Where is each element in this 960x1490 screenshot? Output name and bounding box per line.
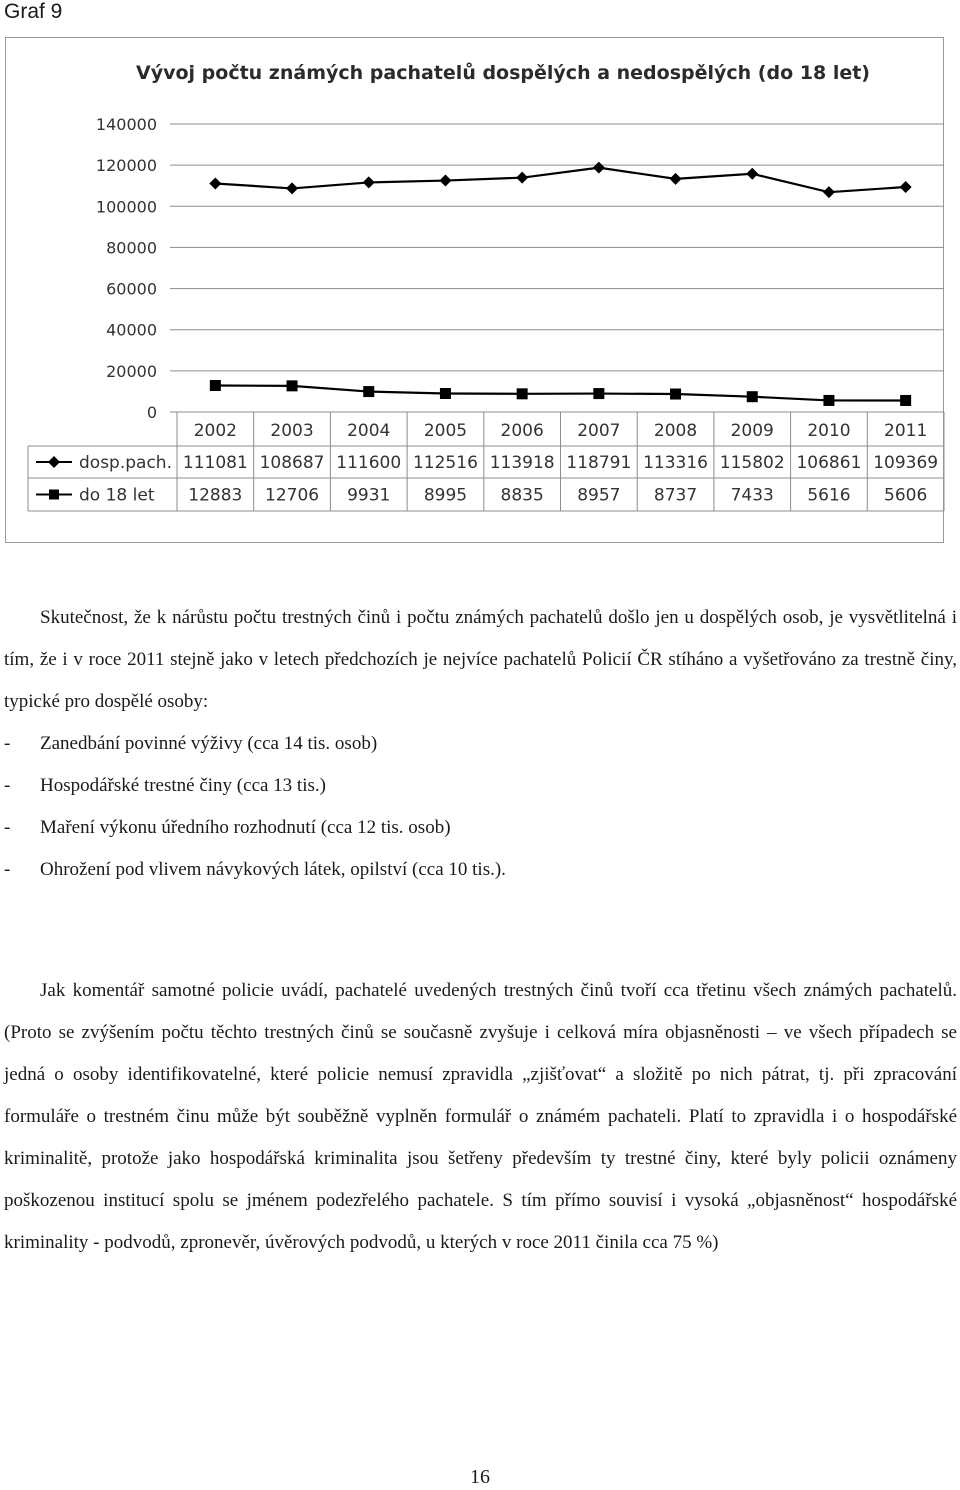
table-value: 108687 <box>259 453 325 473</box>
data-point-diamond <box>516 172 528 184</box>
data-point-square <box>440 388 451 399</box>
paragraph-intro: Skutečnost, že k nárůstu počtu trestných činů i počtu známých pachatelů došlo jen u dospělých osob, je vysvětlitelná i tím, že i v roce 2011 stejně jako v letech předchozích je nejvíce pachatelů Policií ČR stíháno a vyšetřováno za trestně činy, typické pro dospělé osoby: <box>4 607 957 712</box>
y-tick-label: 100000 <box>95 197 157 217</box>
paragraph-commentary: Jak komentář samotné policie uvádí, pachatelé uvedených trestných činů tvoří cca třetinu všech známých pachatelů. (Proto se zvýšením počtu těchto trestných činů se současně zvyšuje i celková míra objasněnosti – ve všech případech se jedná o osoby identifikovatelné, které policie nemusí zpravidla „zjišťovat“ a složitě po nich pátrat, tj. při zpracování formuláře o trestném činu může být souběžně vyplněn formulář o známém pachateli. Platí to zpravidla i o hospodářské kriminalitě, protože jako hospodářská kriminalita jsou šetřeny především ty trestné činy, které byly policii oznámeny poškozenou institucí spolu se jménem podezřelého pachatele. S tím přímo souvisí i vysoká „objasněnost“ hospodářské kriminality - podvodů, zpronevěr, úvěrových podvodů, u kterých v roce 2011 činila cca 75 %) <box>4 980 957 1253</box>
y-tick-label: 140000 <box>95 115 157 134</box>
x-category-label: 2005 <box>423 421 468 441</box>
table-value: 8957 <box>577 485 621 506</box>
table-value: 115802 <box>719 453 785 473</box>
table-value: 113918 <box>489 453 555 473</box>
crime-list <box>4 723 957 891</box>
y-tick-label: 20000 <box>106 361 157 381</box>
data-point-diamond <box>900 181 912 193</box>
data-point-diamond <box>363 176 375 188</box>
x-category-label: 2007 <box>577 421 621 441</box>
table-value: 12706 <box>265 485 320 506</box>
data-point-diamond <box>439 175 451 187</box>
table-value: 109369 <box>873 453 939 473</box>
body-text-top <box>4 597 957 891</box>
data-point-square <box>363 386 374 397</box>
list-item <box>4 849 957 891</box>
x-category-label: 2011 <box>884 421 928 441</box>
list-item <box>4 807 957 849</box>
y-tick-label: 80000 <box>106 238 157 258</box>
data-point-square <box>747 391 758 402</box>
chart-title: Vývoj počtu známých pachatelů dospělých a nedospělých (do 18 let) <box>136 62 870 84</box>
list-dash: - <box>4 733 11 754</box>
x-category-label: 2009 <box>730 421 774 441</box>
table-value: 8737 <box>653 485 698 506</box>
x-category-label: 2006 <box>500 421 544 441</box>
series-line <box>215 385 905 400</box>
series-line <box>215 168 905 193</box>
list-item-text: Zanedbání povinné výživy (cca 14 tis. osob) <box>40 733 378 754</box>
data-point-square <box>900 395 911 406</box>
data-point-square <box>210 380 221 391</box>
table-value: 8995 <box>423 485 468 506</box>
list-dash: - <box>4 859 11 880</box>
body-text-bottom <box>4 970 957 1264</box>
data-point-diamond <box>209 177 221 189</box>
table-value: 5616 <box>807 485 851 506</box>
data-point-diamond <box>286 182 298 194</box>
data-point-square <box>823 395 834 406</box>
list-item <box>4 765 957 807</box>
table-value: 112516 <box>412 453 478 473</box>
y-tick-label: 60000 <box>106 279 157 299</box>
x-category-label: 2008 <box>653 421 698 441</box>
line-chart <box>0 0 960 545</box>
y-tick-label: 120000 <box>95 156 157 176</box>
table-value: 118791 <box>566 453 632 473</box>
list-item <box>4 723 957 765</box>
data-point-square <box>287 380 298 391</box>
data-point-square <box>670 389 681 400</box>
figure-label: Graf 9 <box>4 0 63 23</box>
x-category-label: 2010 <box>807 421 851 441</box>
legend-marker-square <box>49 490 59 500</box>
table-value: 12883 <box>188 485 243 506</box>
table-value: 8835 <box>500 485 544 506</box>
table-value: 7433 <box>730 485 774 506</box>
table-value: 111081 <box>182 453 248 473</box>
table-value: 5606 <box>884 485 928 506</box>
data-point-square <box>593 388 604 399</box>
list-item-text: Maření výkonu úředního rozhodnutí (cca 12 tis. osob) <box>40 817 451 838</box>
page-number: 16 <box>470 1466 490 1488</box>
y-tick-label: 40000 <box>106 320 157 340</box>
data-point-diamond <box>823 186 835 198</box>
x-category-label: 2004 <box>347 421 391 441</box>
data-point-diamond <box>593 162 605 174</box>
list-item-text: Hospodářské trestné činy (cca 13 tis.) <box>40 775 326 796</box>
data-point-square <box>517 388 528 399</box>
table-value: 106861 <box>796 453 862 473</box>
list-dash: - <box>4 817 11 838</box>
x-category-label: 2002 <box>193 421 237 441</box>
list-dash: - <box>4 775 11 796</box>
legend-label: do 18 let <box>79 485 155 506</box>
data-point-diamond <box>670 173 682 185</box>
legend-label: dosp.pach. <box>79 453 172 473</box>
list-item-text: Ohrožení pod vlivem návykových látek, opilství (cca 10 tis.). <box>40 859 506 880</box>
table-value: 111600 <box>336 453 402 473</box>
data-point-diamond <box>746 168 758 180</box>
table-value: 113316 <box>643 453 709 473</box>
table-value: 9931 <box>347 485 391 506</box>
y-tick-label: 0 <box>146 403 157 422</box>
legend-marker-diamond <box>48 456 60 468</box>
x-category-label: 2003 <box>270 421 314 441</box>
